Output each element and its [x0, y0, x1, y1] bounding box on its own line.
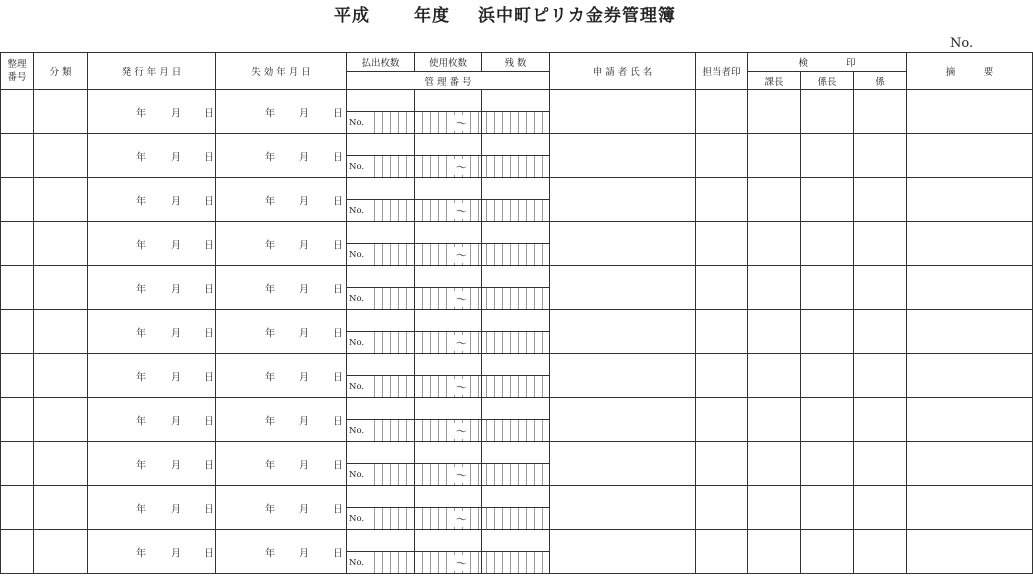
cell-shikko-date[interactable] — [216, 442, 347, 486]
mgmt-tilde: ～ — [456, 292, 467, 306]
hakko-year-label: 年 — [136, 152, 146, 163]
hakko-year-label: 年 — [136, 504, 146, 515]
table-row — [1, 266, 1033, 288]
header-kacho: 課長 — [748, 72, 801, 90]
cell-shikko-date[interactable] — [216, 222, 347, 266]
mgmt-tilde: ～ — [456, 380, 467, 394]
mgmt-divider — [481, 420, 482, 441]
cell-seiri-bango[interactable] — [1, 442, 34, 486]
cell-bunrui[interactable] — [34, 178, 88, 222]
cell-tantosha[interactable] — [696, 486, 748, 530]
cell-zan[interactable] — [482, 90, 550, 112]
hakko-month-label: 月 — [171, 284, 181, 295]
hakko-year-label: 年 — [136, 284, 146, 295]
cell-seiri-bango[interactable] — [1, 266, 34, 310]
header-haraidashi: 払出枚数 — [347, 53, 415, 72]
cell-tantosha[interactable] — [696, 90, 748, 134]
cell-kakari[interactable] — [854, 310, 907, 354]
cell-kakaricho[interactable] — [801, 310, 854, 354]
hakko-day-label: 日 — [204, 284, 214, 295]
cell-shinseisha[interactable] — [550, 310, 696, 354]
shikko-month-label: 月 — [299, 328, 309, 339]
cell-hakko-date[interactable] — [88, 442, 216, 486]
cell-kacho[interactable] — [748, 398, 801, 442]
cell-zan[interactable] — [482, 222, 550, 244]
header-zan: 残 数 — [482, 53, 550, 72]
mgmt-tilde: ～ — [456, 160, 467, 174]
cell-tekiyo[interactable] — [907, 398, 1033, 442]
hakko-day-label: 日 — [204, 460, 214, 471]
cell-haraidashi[interactable] — [347, 90, 415, 112]
cell-kacho[interactable] — [748, 134, 801, 178]
hakko-year-label: 年 — [136, 548, 146, 559]
mgmt-no-label: No. — [349, 249, 365, 260]
cell-bunrui[interactable] — [34, 354, 88, 398]
header-seiri-line2: 番号 — [7, 72, 27, 83]
cell-tantosha[interactable] — [696, 442, 748, 486]
cell-kanri-bango[interactable] — [347, 464, 550, 486]
mgmt-divider — [414, 156, 415, 177]
cell-tantosha[interactable] — [696, 222, 748, 266]
cell-kacho[interactable] — [748, 310, 801, 354]
shikko-day-label: 日 — [333, 240, 343, 251]
cell-bunrui[interactable] — [34, 442, 88, 486]
cell-kacho[interactable] — [748, 222, 801, 266]
shikko-year-label: 年 — [265, 240, 275, 251]
cell-haraidashi[interactable] — [347, 354, 415, 376]
mgmt-tilde: ～ — [456, 204, 467, 218]
shikko-day-label: 日 — [333, 548, 343, 559]
hakko-year-label: 年 — [136, 196, 146, 207]
mgmt-no-label: No. — [349, 469, 365, 480]
header-shiyo: 使用枚数 — [415, 53, 482, 72]
mgmt-divider — [414, 200, 415, 221]
hakko-day-label: 日 — [204, 196, 214, 207]
header-kakari: 係 — [854, 72, 907, 90]
cell-tantosha[interactable] — [696, 530, 748, 574]
cell-kakaricho[interactable] — [801, 266, 854, 310]
cell-shikko-date[interactable] — [216, 486, 347, 530]
cell-tantosha[interactable] — [696, 354, 748, 398]
cell-hakko-date[interactable] — [88, 310, 216, 354]
mgmt-divider — [481, 552, 482, 573]
mgmt-tilde: ～ — [456, 556, 467, 570]
cell-haraidashi[interactable] — [347, 310, 415, 332]
mgmt-tilde: ～ — [456, 248, 467, 262]
hakko-year-label: 年 — [136, 372, 146, 383]
cell-shinseisha[interactable] — [550, 354, 696, 398]
hakko-month-label: 月 — [171, 504, 181, 515]
cell-seiri-bango[interactable] — [1, 354, 34, 398]
mgmt-divider — [414, 288, 415, 309]
cell-hakko-date[interactable] — [88, 354, 216, 398]
cell-tantosha[interactable] — [696, 178, 748, 222]
cell-bunrui[interactable] — [34, 222, 88, 266]
header-shinseisha: 申 請 者 氏 名 — [550, 53, 696, 90]
cell-shikko-date[interactable] — [216, 266, 347, 310]
cell-shiyo[interactable] — [415, 530, 482, 552]
cell-zan[interactable] — [482, 310, 550, 332]
cell-shinseisha[interactable] — [550, 486, 696, 530]
cell-bunrui[interactable] — [34, 486, 88, 530]
cell-hakko-date[interactable] — [88, 178, 216, 222]
hakko-day-label: 日 — [204, 240, 214, 251]
cell-kanri-bango[interactable] — [347, 112, 550, 134]
table-row — [1, 354, 1033, 376]
cell-zan[interactable] — [482, 530, 550, 552]
table-row — [1, 398, 1033, 420]
header-bunrui: 分 類 — [34, 53, 88, 90]
shikko-month-label: 月 — [299, 196, 309, 207]
cell-tantosha[interactable] — [696, 134, 748, 178]
mgmt-divider — [481, 332, 482, 353]
table-row — [1, 222, 1033, 244]
cell-kacho[interactable] — [748, 530, 801, 574]
cell-kakari[interactable] — [854, 266, 907, 310]
mgmt-no-label: No. — [349, 293, 365, 304]
header-hakko-date: 発 行 年 月 日 — [88, 53, 216, 90]
table-row — [1, 486, 1033, 508]
hakko-year-label: 年 — [136, 328, 146, 339]
header-shikko-date: 失 効 年 月 日 — [216, 53, 347, 90]
cell-kacho[interactable] — [748, 442, 801, 486]
shikko-year-label: 年 — [265, 196, 275, 207]
shikko-year-label: 年 — [265, 108, 275, 119]
ledger-table — [0, 52, 1033, 574]
cell-shiyo[interactable] — [415, 486, 482, 508]
cell-hakko-date[interactable] — [88, 90, 216, 134]
cell-shinseisha[interactable] — [550, 134, 696, 178]
cell-kacho[interactable] — [748, 266, 801, 310]
mgmt-divider — [481, 156, 482, 177]
cell-shiyo[interactable] — [415, 222, 482, 244]
hakko-day-label: 日 — [204, 372, 214, 383]
cell-kakaricho[interactable] — [801, 222, 854, 266]
table-row — [1, 530, 1033, 552]
mgmt-divider — [414, 552, 415, 573]
cell-haraidashi[interactable] — [347, 178, 415, 200]
mgmt-divider — [481, 288, 482, 309]
cell-kakaricho[interactable] — [801, 90, 854, 134]
cell-shiyo[interactable] — [415, 266, 482, 288]
cell-kakaricho[interactable] — [801, 134, 854, 178]
header-kanri-bango: 管 理 番 号 — [347, 72, 550, 90]
cell-seiri-bango[interactable] — [1, 486, 34, 530]
mgmt-divider — [481, 464, 482, 485]
cell-kacho[interactable] — [748, 354, 801, 398]
mgmt-divider — [414, 112, 415, 133]
cell-tekiyo[interactable] — [907, 134, 1033, 178]
hakko-day-label: 日 — [204, 108, 214, 119]
cell-kakari[interactable] — [854, 222, 907, 266]
cell-shinseisha[interactable] — [550, 222, 696, 266]
cell-seiri-bango[interactable] — [1, 222, 34, 266]
cell-shikko-date[interactable] — [216, 310, 347, 354]
cell-tekiyo[interactable] — [907, 442, 1033, 486]
title-year: 年度 — [414, 6, 450, 26]
cell-tekiyo[interactable] — [907, 90, 1033, 134]
shikko-month-label: 月 — [299, 152, 309, 163]
shikko-day-label: 日 — [333, 196, 343, 207]
cell-haraidashi[interactable] — [347, 266, 415, 288]
cell-shinseisha[interactable] — [550, 398, 696, 442]
cell-tekiyo[interactable] — [907, 310, 1033, 354]
shikko-month-label: 月 — [299, 504, 309, 515]
cell-kakaricho[interactable] — [801, 178, 854, 222]
shikko-month-label: 月 — [299, 240, 309, 251]
cell-shikko-date[interactable] — [216, 178, 347, 222]
header-seiri-line1: 整理 — [7, 59, 27, 70]
header-seiri-bango — [1, 53, 34, 90]
cell-kakaricho[interactable] — [801, 398, 854, 442]
shikko-year-label: 年 — [265, 460, 275, 471]
cell-kanri-bango[interactable] — [347, 376, 550, 398]
cell-shinseisha[interactable] — [550, 90, 696, 134]
cell-tekiyo[interactable] — [907, 266, 1033, 310]
header-tantosha: 担当者印 — [696, 53, 748, 90]
shikko-day-label: 日 — [333, 284, 343, 295]
mgmt-divider — [414, 464, 415, 485]
cell-seiri-bango[interactable] — [1, 398, 34, 442]
cell-shiyo[interactable] — [415, 398, 482, 420]
shikko-day-label: 日 — [333, 152, 343, 163]
cell-seiri-bango[interactable] — [1, 178, 34, 222]
cell-kanri-bango[interactable] — [347, 332, 550, 354]
cell-bunrui[interactable] — [34, 90, 88, 134]
cell-kakari[interactable] — [854, 442, 907, 486]
cell-tantosha[interactable] — [696, 310, 748, 354]
hakko-day-label: 日 — [204, 328, 214, 339]
cell-shiyo[interactable] — [415, 134, 482, 156]
cell-shikko-date[interactable] — [216, 134, 347, 178]
ledger-body — [1, 90, 1033, 574]
cell-kakaricho[interactable] — [801, 486, 854, 530]
mgmt-divider — [414, 244, 415, 265]
shikko-month-label: 月 — [299, 460, 309, 471]
cell-kacho[interactable] — [748, 486, 801, 530]
cell-shinseisha[interactable] — [550, 530, 696, 574]
cell-shiyo[interactable] — [415, 442, 482, 464]
cell-bunrui[interactable] — [34, 398, 88, 442]
cell-kanri-bango[interactable] — [347, 244, 550, 266]
cell-zan[interactable] — [482, 134, 550, 156]
hakko-day-label: 日 — [204, 504, 214, 515]
mgmt-no-label: No. — [349, 513, 365, 524]
hakko-day-label: 日 — [204, 152, 214, 163]
cell-shiyo[interactable] — [415, 178, 482, 200]
cell-hakko-date[interactable] — [88, 486, 216, 530]
shikko-day-label: 日 — [333, 372, 343, 383]
table-row — [1, 442, 1033, 464]
hakko-month-label: 月 — [171, 460, 181, 471]
hakko-month-label: 月 — [171, 196, 181, 207]
cell-tekiyo[interactable] — [907, 222, 1033, 266]
mgmt-divider — [481, 376, 482, 397]
mgmt-no-label: No. — [349, 381, 365, 392]
shikko-month-label: 月 — [299, 284, 309, 295]
cell-tekiyo[interactable] — [907, 178, 1033, 222]
cell-bunrui[interactable] — [34, 310, 88, 354]
shikko-day-label: 日 — [333, 460, 343, 471]
cell-kanri-bango[interactable] — [347, 420, 550, 442]
cell-bunrui[interactable] — [34, 530, 88, 574]
shikko-year-label: 年 — [265, 372, 275, 383]
cell-hakko-date[interactable] — [88, 266, 216, 310]
mgmt-no-label: No. — [349, 205, 365, 216]
mgmt-no-label: No. — [349, 557, 365, 568]
page-title — [0, 0, 1033, 26]
cell-bunrui[interactable] — [34, 134, 88, 178]
cell-seiri-bango[interactable] — [1, 90, 34, 134]
shikko-day-label: 日 — [333, 108, 343, 119]
mgmt-no-label: No. — [349, 117, 365, 128]
hakko-year-label: 年 — [136, 416, 146, 427]
cell-haraidashi[interactable] — [347, 222, 415, 244]
cell-shinseisha[interactable] — [550, 178, 696, 222]
ledger-number-label: No. — [950, 36, 974, 51]
table-row — [1, 310, 1033, 332]
table-row — [1, 90, 1033, 112]
mgmt-divider — [481, 244, 482, 265]
cell-kakari[interactable] — [854, 354, 907, 398]
cell-kanri-bango[interactable] — [347, 508, 550, 530]
cell-kacho[interactable] — [748, 90, 801, 134]
mgmt-divider — [414, 376, 415, 397]
cell-kakaricho[interactable] — [801, 442, 854, 486]
mgmt-divider — [481, 200, 482, 221]
cell-kakari[interactable] — [854, 178, 907, 222]
cell-kanri-bango[interactable] — [347, 200, 550, 222]
cell-haraidashi[interactable] — [347, 398, 415, 420]
cell-haraidashi[interactable] — [347, 486, 415, 508]
cell-kanri-bango[interactable] — [347, 552, 550, 574]
cell-kanri-bango[interactable] — [347, 288, 550, 310]
mgmt-tilde: ～ — [456, 116, 467, 130]
cell-kakari[interactable] — [854, 134, 907, 178]
cell-haraidashi[interactable] — [347, 530, 415, 552]
hakko-month-label: 月 — [171, 416, 181, 427]
cell-zan[interactable] — [482, 178, 550, 200]
cell-tekiyo[interactable] — [907, 530, 1033, 574]
hakko-month-label: 月 — [171, 152, 181, 163]
cell-kakaricho[interactable] — [801, 354, 854, 398]
mgmt-tilde: ～ — [456, 336, 467, 350]
cell-shikko-date[interactable] — [216, 398, 347, 442]
shikko-day-label: 日 — [333, 416, 343, 427]
cell-zan[interactable] — [482, 486, 550, 508]
cell-seiri-bango[interactable] — [1, 310, 34, 354]
cell-seiri-bango[interactable] — [1, 134, 34, 178]
header-kakaricho: 係長 — [801, 72, 854, 90]
cell-zan[interactable] — [482, 354, 550, 376]
cell-tekiyo[interactable] — [907, 354, 1033, 398]
shikko-day-label: 日 — [333, 328, 343, 339]
cell-seiri-bango[interactable] — [1, 530, 34, 574]
mgmt-divider — [414, 508, 415, 529]
mgmt-no-label: No. — [349, 161, 365, 172]
shikko-year-label: 年 — [265, 504, 275, 515]
title-name: 浜中町ピリカ金券管理簿 — [478, 6, 676, 26]
cell-shinseisha[interactable] — [550, 266, 696, 310]
cell-hakko-date[interactable] — [88, 530, 216, 574]
shikko-day-label: 日 — [333, 504, 343, 515]
cell-hakko-date[interactable] — [88, 134, 216, 178]
cell-shinseisha[interactable] — [550, 442, 696, 486]
cell-shikko-date[interactable] — [216, 90, 347, 134]
shikko-month-label: 月 — [299, 416, 309, 427]
hakko-month-label: 月 — [171, 108, 181, 119]
shikko-year-label: 年 — [265, 152, 275, 163]
shikko-year-label: 年 — [265, 548, 275, 559]
hakko-year-label: 年 — [136, 460, 146, 471]
header-tekiyo: 摘 要 — [907, 53, 1033, 90]
hakko-month-label: 月 — [171, 372, 181, 383]
cell-tantosha[interactable] — [696, 266, 748, 310]
mgmt-tilde: ～ — [456, 424, 467, 438]
shikko-year-label: 年 — [265, 416, 275, 427]
mgmt-no-label: No. — [349, 337, 365, 348]
mgmt-divider — [481, 112, 482, 133]
shikko-month-label: 月 — [299, 108, 309, 119]
mgmt-tilde: ～ — [456, 512, 467, 526]
mgmt-no-label: No. — [349, 425, 365, 436]
hakko-month-label: 月 — [171, 240, 181, 251]
mgmt-tilde: ～ — [456, 468, 467, 482]
cell-zan[interactable] — [482, 442, 550, 464]
cell-tantosha[interactable] — [696, 398, 748, 442]
cell-bunrui[interactable] — [34, 266, 88, 310]
cell-shikko-date[interactable] — [216, 354, 347, 398]
shikko-month-label: 月 — [299, 548, 309, 559]
mgmt-divider — [414, 332, 415, 353]
cell-zan[interactable] — [482, 398, 550, 420]
cell-hakko-date[interactable] — [88, 222, 216, 266]
header-kenin: 検 印 — [748, 53, 907, 72]
hakko-day-label: 日 — [204, 548, 214, 559]
table-row — [1, 178, 1033, 200]
title-era: 平成 — [334, 6, 370, 26]
hakko-month-label: 月 — [171, 328, 181, 339]
cell-tekiyo[interactable] — [907, 486, 1033, 530]
cell-shiyo[interactable] — [415, 310, 482, 332]
cell-haraidashi[interactable] — [347, 442, 415, 464]
cell-zan[interactable] — [482, 266, 550, 288]
hakko-year-label: 年 — [136, 240, 146, 251]
cell-shiyo[interactable] — [415, 90, 482, 112]
cell-kakari[interactable] — [854, 530, 907, 574]
shikko-year-label: 年 — [265, 328, 275, 339]
mgmt-divider — [481, 508, 482, 529]
cell-kakari[interactable] — [854, 398, 907, 442]
cell-shikko-date[interactable] — [216, 530, 347, 574]
hakko-month-label: 月 — [171, 548, 181, 559]
shikko-year-label: 年 — [265, 284, 275, 295]
table-row — [1, 134, 1033, 156]
cell-kanri-bango[interactable] — [347, 156, 550, 178]
cell-kakari[interactable] — [854, 90, 907, 134]
cell-kacho[interactable] — [748, 178, 801, 222]
shikko-month-label: 月 — [299, 372, 309, 383]
hakko-year-label: 年 — [136, 108, 146, 119]
cell-haraidashi[interactable] — [347, 134, 415, 156]
cell-kakari[interactable] — [854, 486, 907, 530]
cell-hakko-date[interactable] — [88, 398, 216, 442]
mgmt-divider — [414, 420, 415, 441]
cell-shiyo[interactable] — [415, 354, 482, 376]
hakko-day-label: 日 — [204, 416, 214, 427]
cell-kakaricho[interactable] — [801, 530, 854, 574]
